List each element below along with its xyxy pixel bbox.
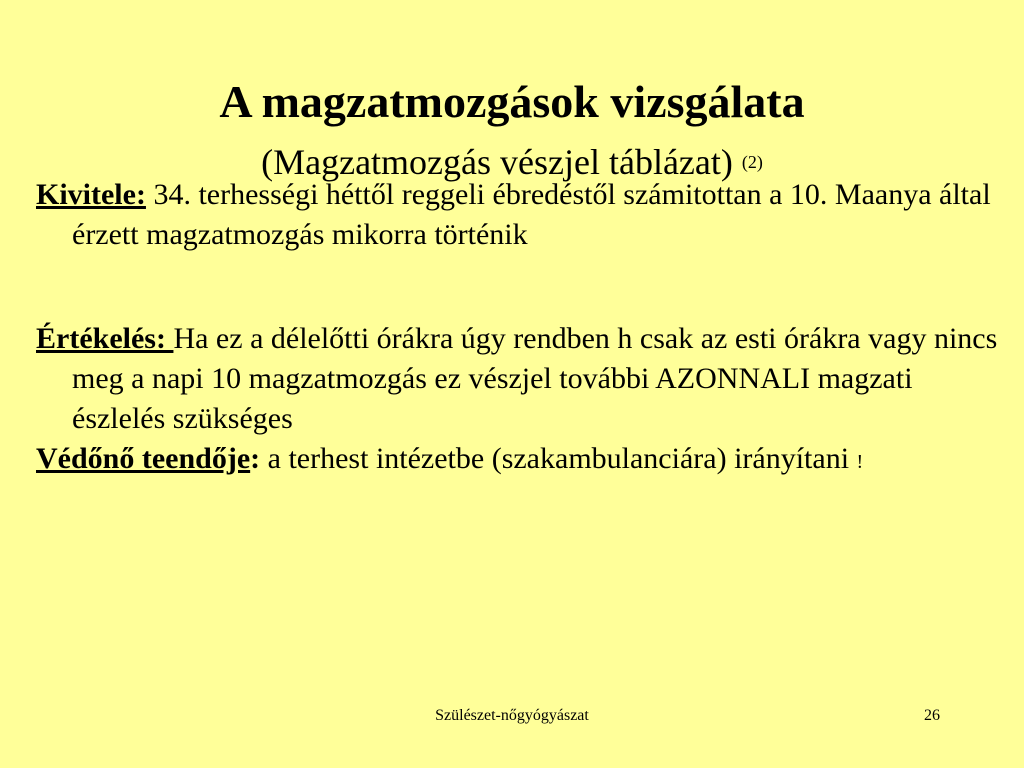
text-kivitele: 34. terhességi héttől reggeli ébredéstől számitottan a 10. Maanya által érzett magzatmozgás mikorra történik [72,178,991,251]
label-vedono: Védőnő teendője [36,442,251,475]
text-vedono: a terhest intézetbe (szakambulanciára) irányítani [260,442,857,475]
colon-vedono: : [250,442,261,475]
paragraph-vedono [36,439,1011,482]
subtitle-text: (Magzatmozgás vészjel táblázat) [261,142,733,183]
paragraph-ertekeles [36,319,1011,439]
slide-body [36,175,1011,482]
paragraph-kivitele [36,175,1011,255]
exclamation-vedono: ! [856,451,864,473]
subtitle-note: (2) [741,152,763,172]
slide-title: A magzatmozgások vizsgálata [219,76,805,127]
page-number: 26 [924,707,940,724]
text-ertekeles: Ha ez a délelőtti órákra úgy rendben h csak az esti órákra vagy nincs meg a napi 10 magzatmozgás ez vészjel további AZONNALI magzati észlelés szükséges [72,322,998,435]
label-kivitele: Kivitele: [36,178,146,211]
footer-text: Szülészet-nőgyógyászat [435,707,589,724]
label-ertekeles: Értékelés: [36,322,174,355]
